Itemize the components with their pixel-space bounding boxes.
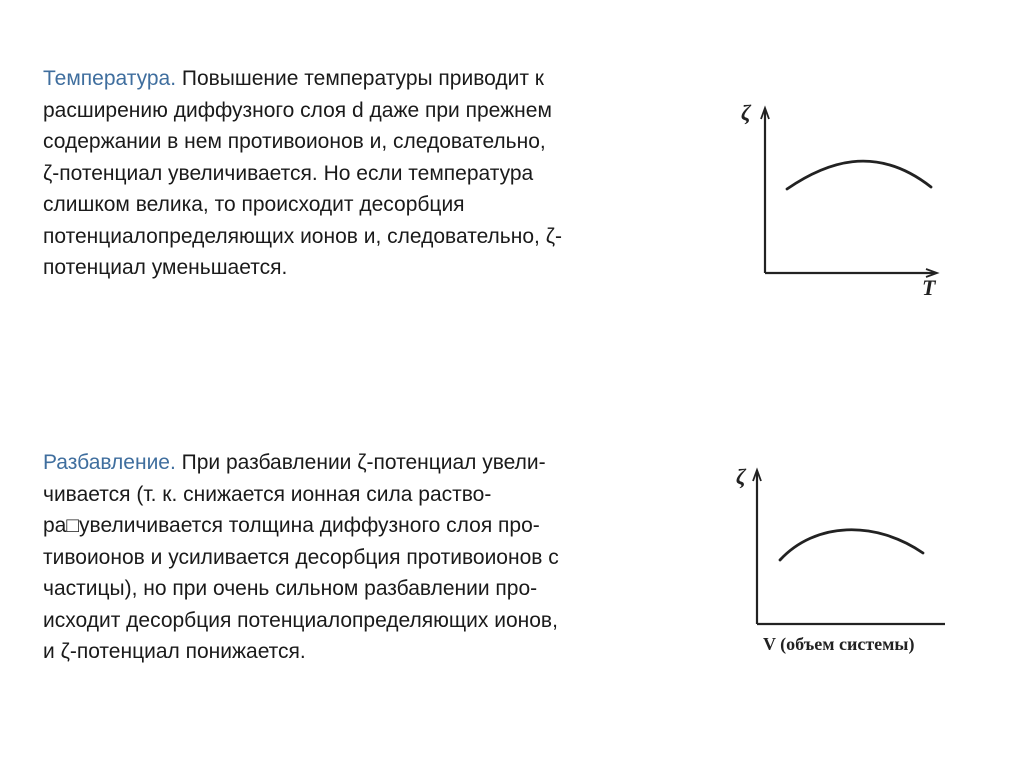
dilution-line: и ζ-потенциал понижается. xyxy=(43,640,306,663)
dilution-line: тивоионов и усиливается десорбция противоионов с xyxy=(43,545,559,569)
temperature-graph-y-label: ζ xyxy=(741,100,751,125)
dilution-graph-x-label: V (объем системы) xyxy=(763,634,915,654)
temperature-line: потенциал уменьшается. xyxy=(43,256,288,279)
temperature-line: слишком велика, то происходит десорбция xyxy=(43,193,465,216)
dilution-graph-curve xyxy=(780,530,923,560)
dilution-line: ра□увеличивается толщина диффузного слоя про- xyxy=(43,514,540,537)
dilution-graph-y-label: ζ xyxy=(736,464,746,489)
temperature-line: потенциалопределяющих ионов и, следовательно, ζ- xyxy=(43,224,562,248)
temperature-first-line-text: Повышение температуры приводит к xyxy=(176,67,544,90)
temperature-graph-curve xyxy=(787,161,931,189)
dilution-line: исходит десорбция потенциалопределяющих ионов, xyxy=(43,608,558,632)
temperature-first-line xyxy=(43,63,562,95)
temperature-graph-svg xyxy=(730,95,960,305)
temperature-paragraph xyxy=(43,63,562,284)
dilution-line: чивается (т. к. снижается ионная сила раство- xyxy=(43,482,492,506)
dilution-first-line xyxy=(43,447,559,479)
temperature-graph xyxy=(730,95,960,305)
dilution-graph-svg xyxy=(725,460,965,665)
dilution-term: Разбавление. xyxy=(43,451,176,474)
temperature-line: ζ-потенциал увеличивается. Но если температура xyxy=(43,161,534,185)
dilution-line: частицы), но при очень сильном разбавлении про- xyxy=(43,577,538,600)
temperature-line: расширению диффузного слоя d даже при прежнем xyxy=(43,98,552,122)
temperature-line: содержании в нем противоионов и, следовательно, xyxy=(43,130,546,153)
temperature-term: Температура. xyxy=(43,67,177,90)
dilution-first-line-text: При разбавлении ζ-потенциал увели- xyxy=(175,451,546,474)
temperature-graph-x-label: T xyxy=(922,275,936,300)
dilution-graph xyxy=(725,460,965,665)
dilution-paragraph xyxy=(43,447,559,668)
